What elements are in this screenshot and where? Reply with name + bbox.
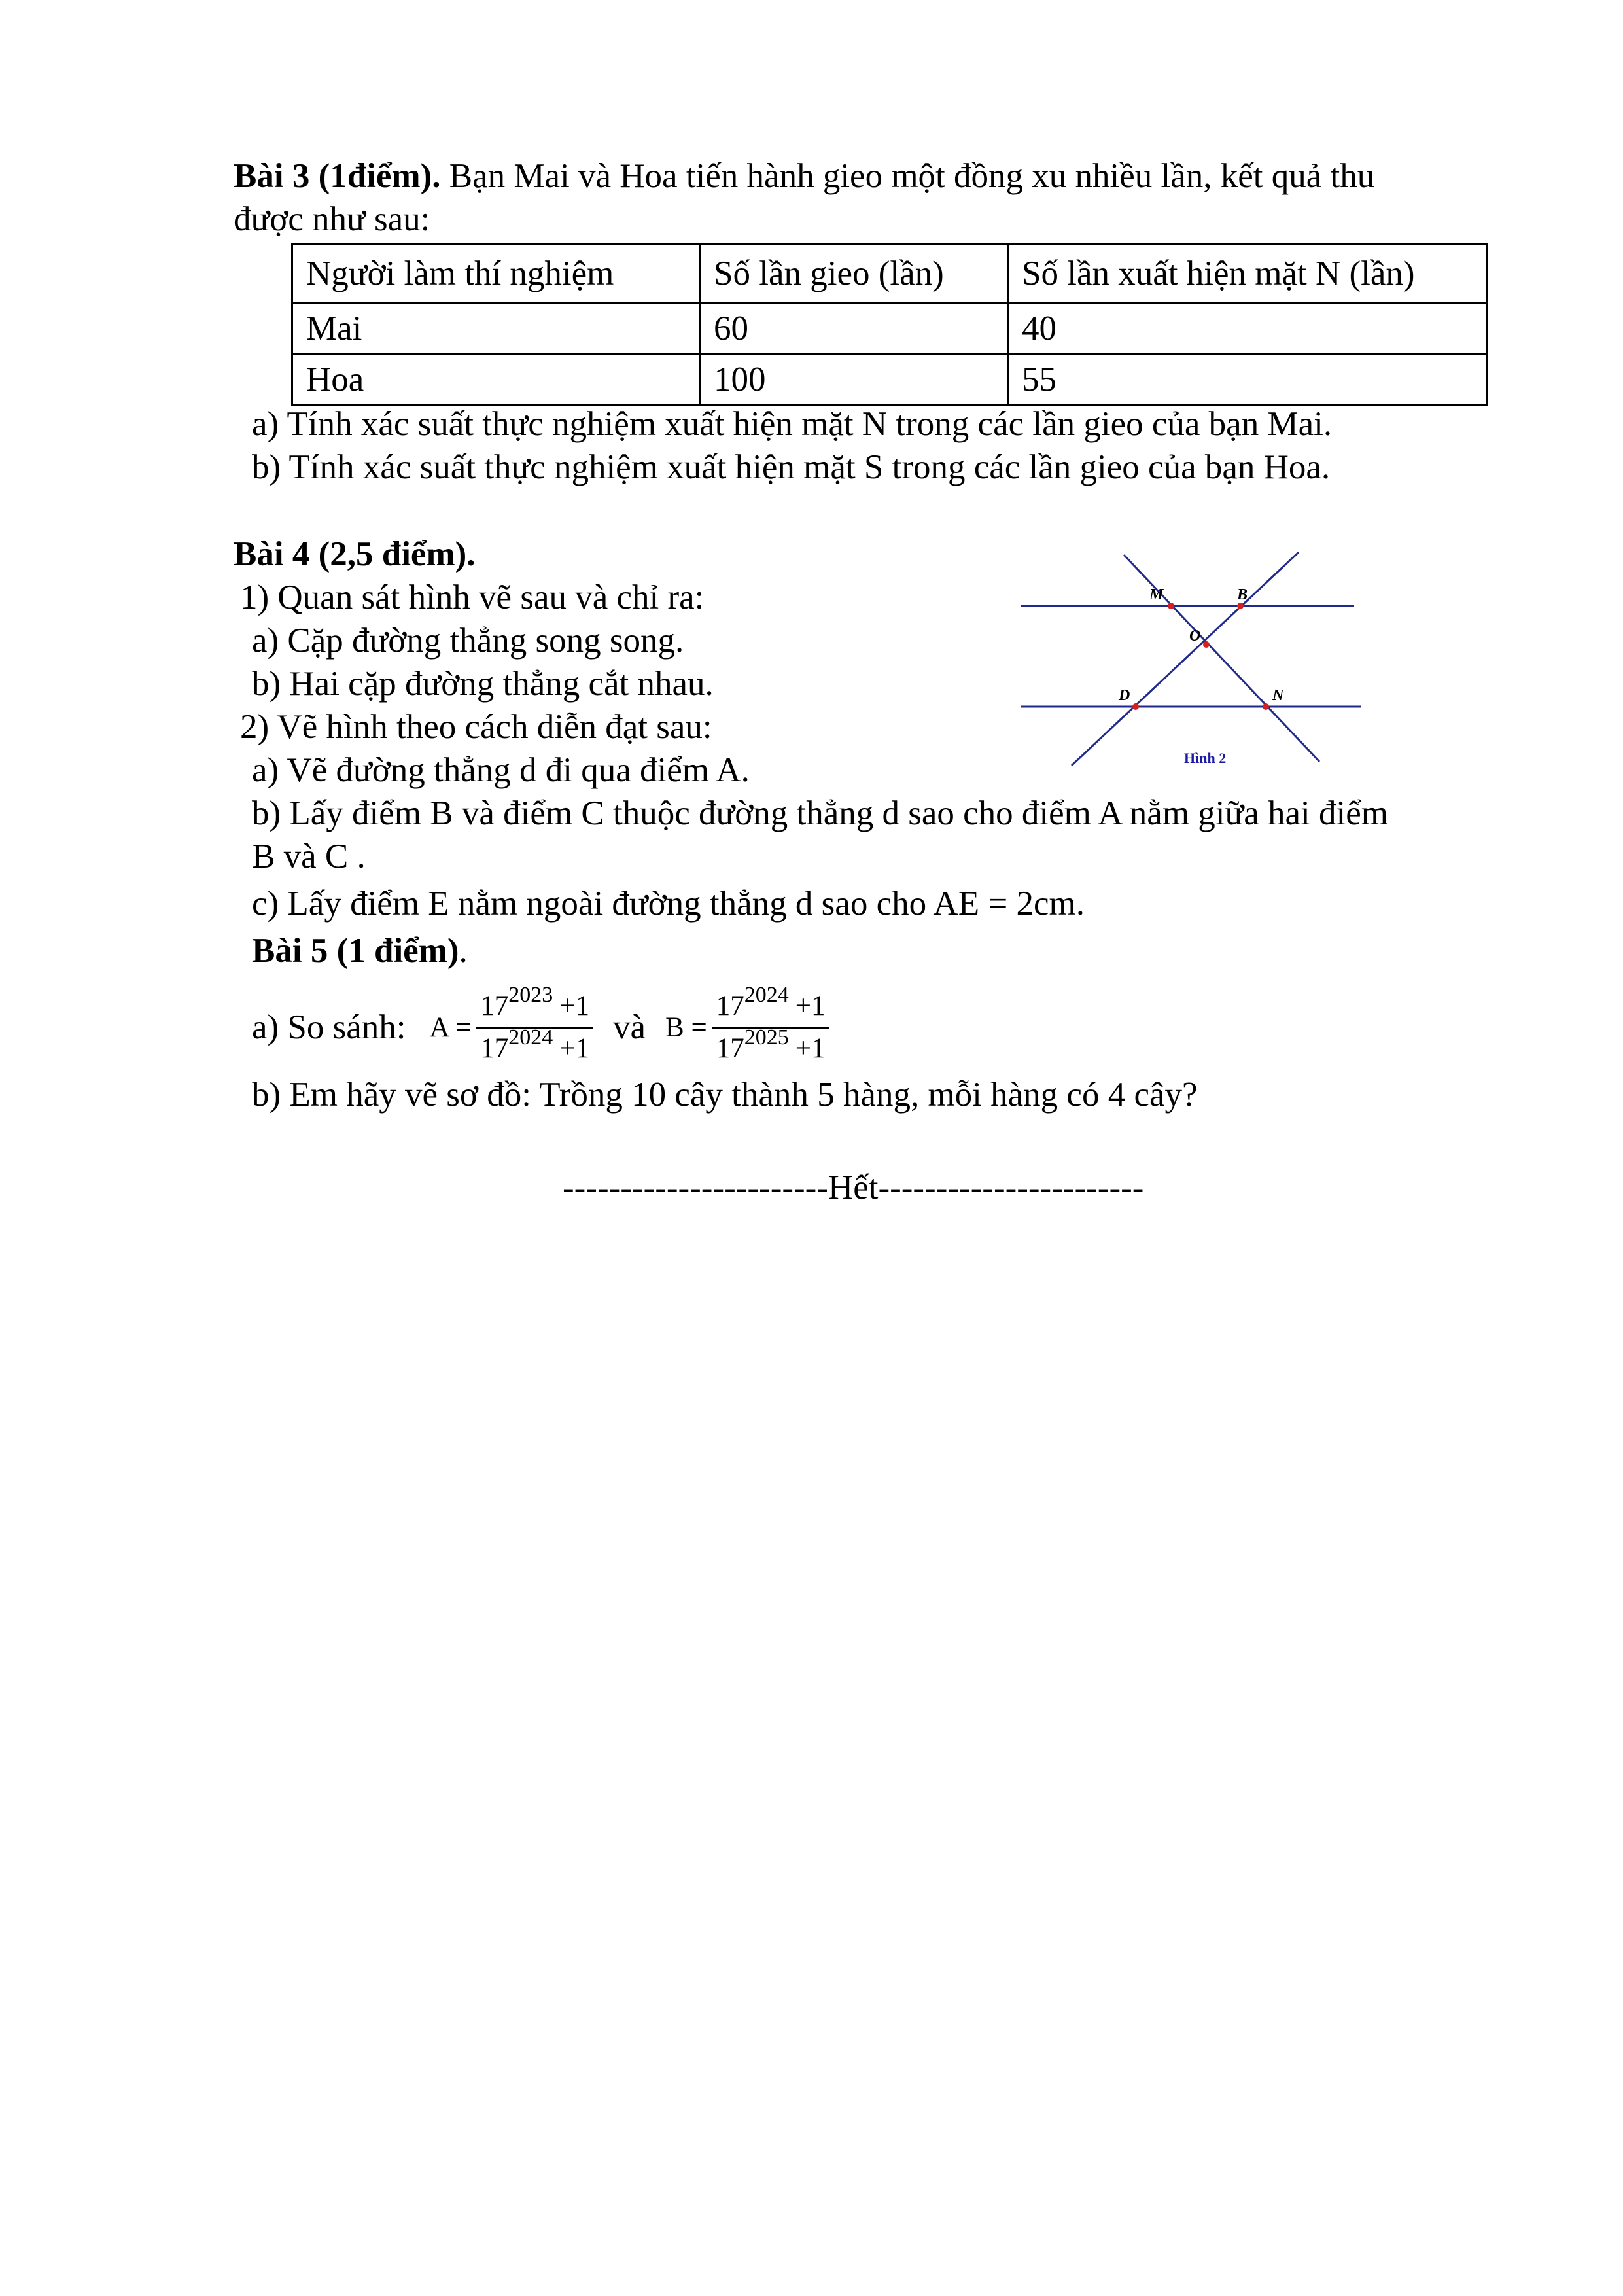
end-marker: -----------------------Hết-----------------------: [563, 1169, 1144, 1207]
label-m: M: [1149, 586, 1164, 603]
label-n: N: [1272, 687, 1284, 704]
base: 17: [716, 1033, 744, 1064]
problem3-title: Bài 3 (1điểm).: [234, 157, 441, 195]
fraction-a-denominator: [476, 1025, 593, 1069]
problem5-part-a-label: a) So sánh:: [252, 1008, 406, 1046]
problem4-part1-a: a) Cặp đường thẳng song song.: [252, 622, 684, 660]
point-o: [1203, 641, 1210, 648]
plus-one: +1: [795, 1033, 826, 1064]
exponent: 2024: [744, 982, 789, 1007]
geometry-figure: [1017, 543, 1384, 779]
plus-one: +1: [559, 1033, 589, 1064]
problem3-intro: [234, 154, 1374, 198]
problem3-intro-line2: được như sau:: [234, 200, 430, 238]
cell-toss-count: 100: [700, 354, 1008, 405]
base: 17: [480, 1033, 509, 1064]
crossing-line-ascending: [1072, 552, 1299, 766]
and-word: và: [612, 1008, 646, 1046]
problem5-part-b: b) Em hãy vẽ sơ đồ: Trồng 10 cây thành 5 hàng, mỗi hàng có 4 cây?: [252, 1076, 1198, 1114]
problem4-part1-b: b) Hai cặp đường thẳng cắt nhau.: [252, 665, 714, 703]
cell-name: Mai: [292, 303, 700, 354]
point-m: [1168, 603, 1174, 609]
label-o: O: [1189, 627, 1201, 645]
problem4-title: Bài 4 (2,5 điểm).: [234, 535, 476, 573]
point-d: [1132, 703, 1139, 710]
label-b: B: [1237, 586, 1248, 603]
problem5-title-suffix: .: [459, 932, 468, 970]
problem4-part2: 2) Vẽ hình theo cách diễn đạt sau:: [240, 708, 712, 746]
problem3-question-b: b) Tính xác suất thực nghiệm xuất hiện mặt S trong các lần gieo của bạn Hoa.: [252, 448, 1331, 486]
cell-name: Hoa: [292, 354, 700, 405]
fraction-a-name: A =: [429, 1012, 472, 1043]
fraction-b: [712, 982, 829, 1069]
exponent: 2023: [508, 982, 553, 1007]
fraction-a-numerator: [476, 982, 593, 1027]
cell-heads-count: 55: [1008, 354, 1488, 405]
problem3-question-a: a) Tính xác suất thực nghiệm xuất hiện mặt N trong các lần gieo của bạn Mai.: [252, 405, 1333, 443]
problem5-title: Bài 5 (1 điểm): [252, 932, 459, 970]
problem4-part2-b-line2: B và C .: [252, 838, 366, 875]
problem4-part1: 1) Quan sát hình vẽ sau và chỉ ra:: [240, 578, 705, 616]
coin-results-table: [291, 243, 1488, 406]
fraction-a: [476, 982, 593, 1069]
base: 17: [480, 990, 509, 1021]
figure-caption: Hình 2: [1184, 750, 1227, 766]
exponent: 2025: [744, 1025, 789, 1050]
problem4-part2-c: c) Lấy điểm E nằm ngoài đường thẳng d sao cho AE = 2cm.: [252, 885, 1085, 923]
plus-one: +1: [795, 990, 826, 1021]
plus-one: +1: [559, 990, 589, 1021]
problem5-part-a: [252, 975, 848, 1080]
point-b: [1237, 603, 1244, 609]
problem5-heading: [252, 929, 468, 972]
cell-toss-count: 60: [700, 303, 1008, 354]
fraction-b-denominator: [712, 1025, 829, 1069]
table-header-row: [292, 245, 1488, 303]
table-row: [292, 303, 1488, 354]
label-d: D: [1119, 687, 1130, 704]
problem3-intro-line1: Bạn Mai và Hoa tiến hành gieo một đồng xu nhiều lần, kết quả thu: [440, 157, 1375, 195]
point-n: [1263, 703, 1269, 710]
exponent: 2024: [508, 1025, 553, 1050]
header-toss-count: Số lần gieo (lần): [700, 245, 1008, 303]
cell-heads-count: 40: [1008, 303, 1488, 354]
header-heads-count: Số lần xuất hiện mặt N (lần): [1008, 245, 1488, 303]
table-row: [292, 354, 1488, 405]
figure-points: [1132, 603, 1269, 710]
problem4-part2-b-line1: b) Lấy điểm B và điểm C thuộc đường thẳng d sao cho điểm A nằm giữa hai điểm: [252, 794, 1388, 832]
base: 17: [716, 990, 744, 1021]
header-experimenter: Người làm thí nghiệm: [292, 245, 700, 303]
fraction-b-numerator: [712, 982, 829, 1027]
figure-lines: [1021, 552, 1361, 766]
problem4-part2-a: a) Vẽ đường thẳng d đi qua điểm A.: [252, 751, 750, 789]
fraction-b-name: B =: [665, 1012, 707, 1043]
